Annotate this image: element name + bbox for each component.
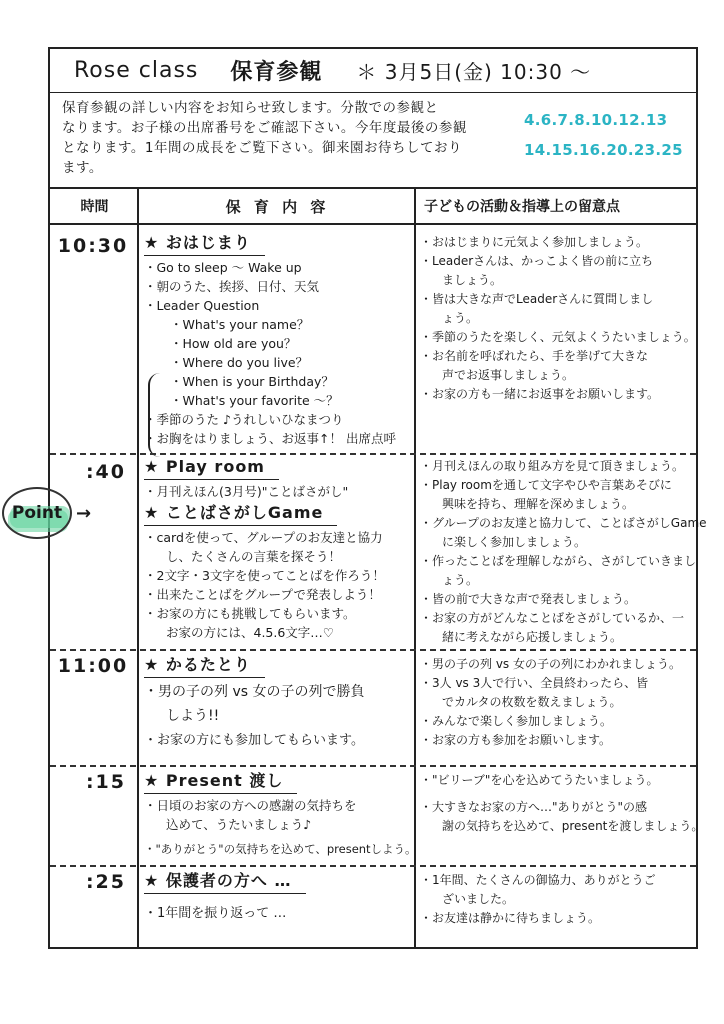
note-line: ・Leaderさんは、かっこよく皆の前に立ち — [420, 254, 654, 268]
note-line: 声でお返事しましょう。 — [442, 368, 575, 382]
notes-cell — [420, 233, 694, 404]
content-line: 込めて、うたいましょう♪ — [166, 817, 312, 832]
note-line: 興味を持ち、理解を深めましょう。 — [442, 497, 635, 511]
time-slot: :15 — [85, 771, 126, 793]
event-datetime: ＊ 3月5日(金) 10:30 〜 — [356, 60, 592, 84]
note-line: ・お家の方がどんなことばをさがしているか、一 — [420, 611, 685, 625]
note-line: 謝の気持ちを込めて、presentを渡しましょう。 — [442, 819, 704, 833]
content-line: ・How old are you？ — [170, 336, 297, 351]
note-line: ざいました。 — [442, 892, 515, 906]
seat-numbers-line: 4.6.7.8.10.12.13 — [524, 111, 668, 129]
content-cell — [144, 653, 412, 754]
content-cell — [144, 231, 412, 448]
content-line: ・季節のうた ♪うれしいひなまつり — [144, 412, 344, 427]
note-line: でカルタの枚数を数えましょう。 — [442, 695, 622, 709]
notes-cell — [420, 457, 707, 647]
content-line: ・Leader Question — [144, 298, 260, 313]
point-badge: Point — [2, 487, 72, 539]
note-line: ・皆は大きな声でLeaderさんに質問しまし — [420, 292, 654, 306]
content-line: ・What's your name？ — [170, 317, 310, 332]
seat-numbers-line: 14.15.16.20.23.25 — [524, 141, 683, 159]
notes-cell — [420, 655, 694, 750]
time-slot: 11:00 — [57, 655, 129, 677]
note-line: ・1年間、たくさんの御協力、ありがとうご — [420, 873, 656, 887]
note-line: ・お名前を呼ばれたら、手を挙げて大きな — [420, 349, 649, 363]
note-line: ・大すきなお家の方へ…"ありがとう"の感 — [420, 800, 648, 814]
content-line: ・When is your Birthday？ — [170, 374, 334, 389]
content-line: ・男の子の列 vs 女の子の列で勝負 — [144, 684, 365, 700]
header-time: 時間 — [50, 189, 139, 225]
content-line: ・"ありがとう"の気持ちを込めて、presentしよう。 — [144, 842, 417, 856]
intro-line: なります。お子様の出席番号をご確認下さい。今年度最後の参観 — [62, 120, 467, 136]
row-divider — [50, 765, 696, 767]
section-heading: ★ おはじまり — [144, 231, 265, 256]
content-cell — [144, 455, 412, 642]
note-line: ・季節のうたを楽しく、元気よくうたいましょう。 — [420, 330, 696, 344]
note-line: ・お友達は静かに待ちましょう。 — [420, 911, 601, 925]
column-divider — [414, 189, 416, 947]
note-line: ・"ビリーブ"を心を込めてうたいましょう。 — [420, 773, 659, 787]
content-line: ・1年間を振り返って … — [144, 906, 287, 921]
seat-numbers — [524, 105, 694, 165]
content-line: ・お胸をはりましょう、お返事↑！ 出席点呼 — [144, 431, 396, 446]
content-line: ・日頃のお家の方への感謝の気持ちを — [144, 798, 357, 813]
content-line: し、たくさんの言葉を探そう！ — [166, 549, 342, 564]
note-line: ・皆の前で大きな声で発表しましょう。 — [420, 592, 637, 606]
section-heading: ★ 保護者の方へ … — [144, 869, 306, 894]
time-slot: :25 — [85, 871, 126, 893]
section-heading: ★ Play room — [144, 455, 279, 480]
content-cell — [144, 769, 417, 859]
note-line: ・月刊えほんの取り組み方を見て頂きましょう。 — [420, 459, 685, 473]
title-row — [50, 49, 696, 93]
time-slot: :40 — [85, 461, 126, 483]
header-notes: 子どもの活動＆指導上の留意点 — [416, 189, 696, 225]
content-line: ・月刊えほん(3月号)"ことばさがし" — [144, 484, 349, 499]
time-slot: 10:30 — [57, 235, 129, 257]
content-line: ・お家の方にも参加してもらいます。 — [144, 733, 364, 748]
content-line: ・2文字・3文字を使ってことばを作ろう！ — [144, 568, 385, 583]
content-line: ・お家の方にも挑戦してもらいます。 — [144, 606, 356, 621]
intro-text — [62, 98, 524, 178]
note-line: ・グループのお友達と協力して、ことばさがしGame — [420, 516, 707, 530]
note-line: ・作ったことばを理解しながら、さがしていきまし — [420, 554, 697, 568]
column-divider — [137, 189, 139, 947]
note-line: に楽しく参加しましょう。 — [442, 535, 587, 549]
intro-line: 保育参観の詳しい内容をお知らせ致します。分散での参観と — [62, 100, 439, 116]
content-line: ・出来たことばをグループで発表しよう！ — [144, 587, 381, 602]
intro-line: ます。 — [62, 160, 103, 176]
content-line: ・朝のうた、挨拶、日付、天気 — [144, 279, 320, 294]
note-line: ・Play roomを通して文字やひや言葉あそびに — [420, 478, 672, 492]
notes-cell — [420, 871, 694, 928]
header-content: 保 育 内 容 — [139, 189, 416, 225]
note-line: 緒に考えながら応援しましょう。 — [442, 630, 623, 644]
class-name: Rose class — [74, 58, 199, 83]
note-line: ・お家の方も参加をお願いします。 — [420, 733, 612, 747]
event-title: 保育参観 — [230, 60, 323, 85]
notes-cell — [420, 771, 704, 836]
intro-line: となります。1年間の成長をご覧下さい。御来園お待ちしており — [62, 140, 463, 156]
content-line: お家の方には、4.5.6文字…♡ — [166, 625, 335, 640]
note-line: ょう。 — [442, 573, 479, 587]
question-bracket — [148, 373, 160, 457]
point-arrow-icon: → — [76, 503, 92, 524]
row-divider — [50, 865, 696, 867]
section-heading: ★ ことばさがしGame — [144, 501, 337, 526]
section-heading: ★ Present 渡し — [144, 769, 297, 794]
note-line: ょう。 — [442, 311, 479, 325]
note-line: ・みんなで楽しく参加しましょう。 — [420, 714, 613, 728]
content-line: ・Go to sleep ～ Wake up — [144, 260, 302, 275]
section-heading: ★ かるたとり — [144, 653, 265, 678]
content-line: ・What's your favorite ～？ — [170, 393, 339, 408]
content-cell — [144, 869, 412, 923]
content-line: しよう!! — [166, 708, 220, 724]
note-line: ・お家の方も一緒にお返事をお願いします。 — [420, 387, 660, 401]
note-line: ・おはじまりに元気よく参加しましょう。 — [420, 235, 649, 249]
content-line: ・cardを使って、グループのお友達と協力 — [144, 530, 383, 545]
note-line: ・男の子の列 vs 女の子の列にわかれましょう。 — [420, 657, 681, 671]
note-line: ・3人 vs 3人で行い、全員終わったら、皆 — [420, 676, 649, 690]
row-divider — [50, 649, 696, 651]
intro-section — [50, 93, 696, 189]
schedule-sheet — [48, 47, 707, 949]
note-line: ましょう。 — [442, 273, 503, 287]
content-line: ・Where do you live？ — [170, 355, 309, 370]
